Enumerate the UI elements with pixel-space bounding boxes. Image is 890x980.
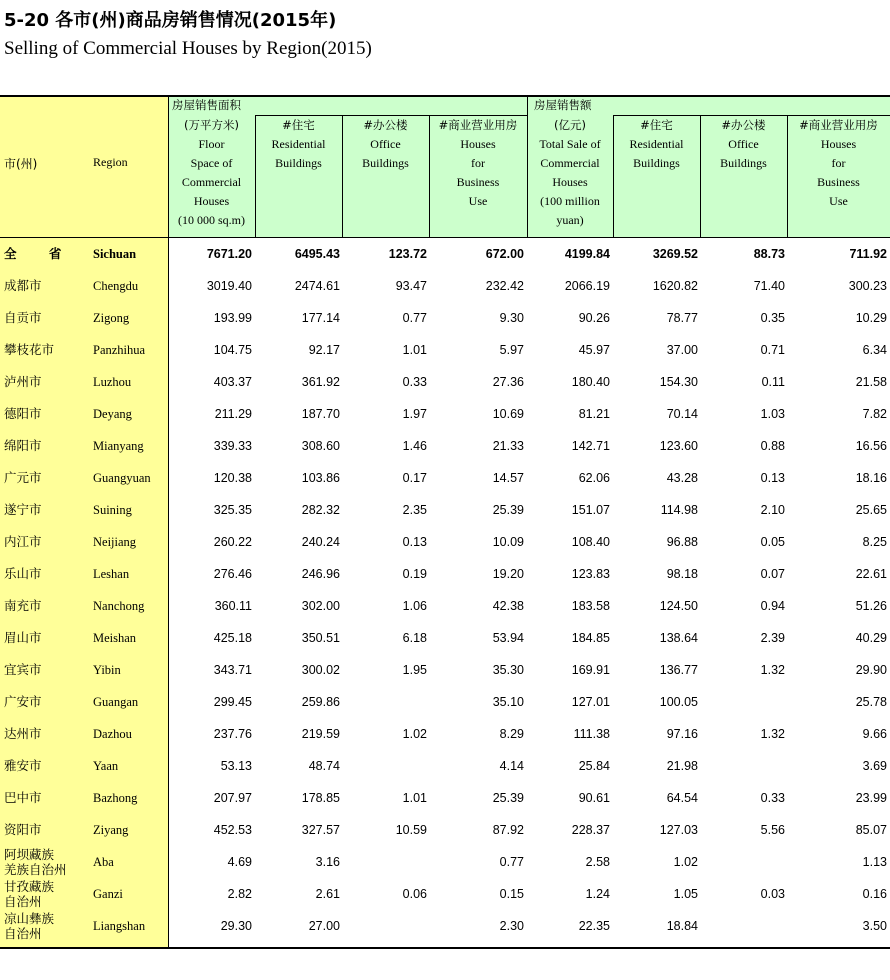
row-value-cell: 1.02 (402, 727, 427, 741)
table-title-chinese: 5-20 各市(州)商品房销售情况(2015年) (4, 10, 337, 31)
header-sale-total (527, 116, 613, 230)
row-value-cell: 0.33 (402, 375, 427, 389)
row-value-cell: 25.78 (855, 695, 887, 709)
table-row (0, 302, 890, 334)
row-city-name-line: 羌族自治州 (4, 862, 67, 877)
row-value-cell: 2474.61 (294, 279, 340, 293)
header-line: Buildings (720, 156, 767, 170)
row-value-cell: 35.10 (492, 695, 524, 709)
row-value-cell: 4.14 (499, 759, 524, 773)
row-region-name: Deyang (93, 407, 132, 421)
row-value-cell: 5.56 (760, 823, 785, 837)
row-value-cell: 282.32 (301, 503, 340, 517)
header-line: #办公楼 (721, 118, 766, 132)
row-city-name: 成都市 (4, 278, 42, 293)
row-value-cell: 78.77 (666, 311, 698, 325)
row-city-name: 广元市 (4, 470, 42, 485)
row-value-cell: 35.30 (492, 663, 524, 677)
header-line: Use (468, 194, 488, 208)
row-value-cell: 228.37 (571, 823, 610, 837)
header-area-residential (255, 116, 342, 173)
row-value-cell: 0.94 (760, 599, 785, 613)
row-city-name: 南充市 (4, 598, 42, 613)
row-value-cell: 1.13 (862, 855, 887, 869)
row-value-cell: 187.70 (301, 407, 340, 421)
row-city-name: 自贡市 (4, 310, 42, 325)
row-value-cell: 260.22 (213, 535, 252, 549)
header-line: (100 million (540, 194, 600, 208)
table-row (0, 238, 890, 270)
row-value-cell: 88.73 (753, 247, 785, 261)
row-value-cell: 96.88 (666, 535, 698, 549)
row-value-cell: 138.64 (659, 631, 698, 645)
row-value-cell: 90.26 (578, 311, 610, 325)
header-sale-residential (613, 116, 700, 173)
row-value-cell: 276.46 (213, 567, 252, 581)
row-value-cell: 3.69 (862, 759, 887, 773)
row-city-name: 宜宾市 (4, 662, 42, 677)
header-line: for (831, 156, 846, 170)
header-line: Floor (198, 137, 225, 151)
header-line: Residential (629, 137, 684, 151)
row-value-cell: 232.42 (485, 279, 524, 293)
row-value-cell: 327.57 (301, 823, 340, 837)
row-value-cell: 207.97 (213, 791, 252, 805)
row-value-cell: 81.21 (578, 407, 610, 421)
table-row (0, 494, 890, 526)
row-value-cell: 23.99 (855, 791, 887, 805)
table-row (0, 622, 890, 654)
header-area-office (342, 116, 429, 173)
row-value-cell: 22.35 (578, 919, 610, 933)
row-value-cell: 1.03 (760, 407, 785, 421)
row-value-cell: 151.07 (571, 503, 610, 517)
row-value-cell: 18.16 (855, 471, 887, 485)
row-city-name-line: 阿坝藏族 (4, 847, 55, 862)
row-value-cell: 7.82 (862, 407, 887, 421)
row-value-cell: 1.01 (402, 343, 427, 357)
row-value-cell: 7671.20 (206, 247, 252, 261)
row-value-cell: 114.98 (660, 503, 698, 517)
row-region-name: Guangan (93, 695, 139, 709)
header-line: Total Sale of (539, 137, 601, 151)
row-value-cell: 0.05 (760, 535, 785, 549)
row-value-cell: 1.01 (402, 791, 427, 805)
header-city: 市(州) (4, 157, 38, 171)
row-value-cell: 64.54 (666, 791, 698, 805)
row-value-cell: 5.97 (499, 343, 524, 357)
row-city-name-line: 甘孜藏族 (4, 879, 55, 894)
header-area-business (429, 116, 527, 211)
row-value-cell: 25.39 (492, 503, 524, 517)
row-value-cell: 53.13 (220, 759, 252, 773)
row-region-name: Yibin (93, 663, 121, 677)
row-region-name: Aba (93, 855, 114, 869)
row-region-name: Mianyang (93, 439, 144, 453)
header-line: (万平方米) (184, 118, 239, 132)
row-value-cell: 10.69 (492, 407, 524, 421)
table-row (0, 718, 890, 750)
row-city-name: 遂宁市 (4, 502, 42, 517)
row-value-cell: 25.39 (492, 791, 524, 805)
row-value-cell: 90.61 (578, 791, 610, 805)
row-city-name (4, 879, 54, 909)
row-region-name: Neijiang (93, 535, 137, 549)
row-value-cell: 180.40 (571, 375, 610, 389)
table-row (0, 462, 890, 494)
row-value-cell: 2.58 (585, 855, 610, 869)
row-value-cell: 178.85 (301, 791, 340, 805)
row-value-cell: 3.16 (315, 855, 340, 869)
row-value-cell: 0.88 (760, 439, 785, 453)
row-value-cell: 0.71 (760, 343, 785, 357)
header-line: #商业营业用房 (799, 118, 878, 132)
table-row (0, 270, 890, 302)
row-value-cell: 1.05 (673, 887, 698, 901)
row-value-cell: 2.61 (315, 887, 340, 901)
row-value-cell: 40.29 (855, 631, 887, 645)
row-value-cell: 308.60 (301, 439, 340, 453)
row-value-cell: 343.71 (213, 663, 252, 677)
header-line: (10 000 sq.m) (178, 213, 245, 227)
row-value-cell: 2.39 (760, 631, 785, 645)
row-value-cell: 87.92 (492, 823, 524, 837)
row-value-cell: 0.03 (760, 887, 785, 901)
table-row (0, 366, 890, 398)
row-value-cell: 2.82 (227, 887, 252, 901)
row-value-cell: 16.56 (855, 439, 887, 453)
header-line: Office (370, 137, 401, 151)
row-region-name: Ganzi (93, 887, 123, 901)
row-value-cell: 21.98 (666, 759, 698, 773)
row-value-cell: 1.32 (760, 663, 785, 677)
header-line: #住宅 (282, 118, 315, 132)
row-value-cell: 6.34 (862, 343, 887, 357)
header-line: yuan) (556, 213, 584, 227)
row-city-name: 巴中市 (4, 790, 42, 805)
row-value-cell: 0.06 (402, 887, 427, 901)
row-value-cell: 25.84 (578, 759, 610, 773)
row-value-cell: 2.10 (760, 503, 785, 517)
row-value-cell: 29.90 (855, 663, 887, 677)
table-row (0, 654, 890, 686)
row-city-name: 攀枝花市 (4, 342, 55, 357)
row-value-cell: 97.16 (666, 727, 698, 741)
row-value-cell: 29.30 (220, 919, 252, 933)
row-value-cell: 259.86 (301, 695, 340, 709)
row-value-cell: 1.95 (402, 663, 427, 677)
row-city-name: 雅安市 (4, 758, 42, 773)
row-value-cell: 0.19 (402, 567, 427, 581)
row-value-cell: 0.33 (760, 791, 785, 805)
row-value-cell: 302.00 (301, 599, 340, 613)
row-value-cell: 4.69 (227, 855, 252, 869)
row-value-cell: 240.24 (301, 535, 340, 549)
row-region-name: Zigong (93, 311, 130, 325)
row-city-name (4, 847, 67, 877)
table-row (0, 558, 890, 590)
row-value-cell: 9.30 (499, 311, 524, 325)
header-line: Business (456, 175, 500, 189)
header-line: Houses (552, 175, 588, 189)
row-value-cell: 2.30 (499, 919, 524, 933)
row-value-cell: 0.17 (402, 471, 427, 485)
row-value-cell: 2.35 (402, 503, 427, 517)
header-line: Commercial (181, 175, 242, 189)
table-row (0, 686, 890, 718)
row-value-cell: 21.58 (855, 375, 887, 389)
header-line: #住宅 (640, 118, 673, 132)
row-value-cell: 27.36 (492, 375, 524, 389)
table-row (0, 782, 890, 814)
row-value-cell: 219.59 (301, 727, 340, 741)
row-value-cell: 71.40 (753, 279, 785, 293)
table-title-english: Selling of Commercial Houses by Region(2015) (4, 38, 372, 59)
row-region-name: Bazhong (93, 791, 138, 805)
row-value-cell: 211.29 (214, 407, 252, 421)
row-value-cell: 104.75 (213, 343, 252, 357)
row-region-name: Yaan (93, 759, 119, 773)
header-region: Region (93, 155, 128, 169)
row-value-cell: 300.02 (301, 663, 340, 677)
table-row (0, 590, 890, 622)
row-value-cell: 136.77 (659, 663, 698, 677)
row-value-cell: 120.38 (213, 471, 252, 485)
row-value-cell: 1.24 (585, 887, 610, 901)
row-value-cell: 3019.40 (206, 279, 252, 293)
header-line: Houses (820, 137, 857, 151)
row-value-cell: 1.46 (402, 439, 427, 453)
row-region-name: Nanchong (93, 599, 145, 613)
row-value-cell: 92.17 (308, 343, 340, 357)
header-line: Buildings (633, 156, 680, 170)
row-value-cell: 123.60 (659, 439, 698, 453)
row-value-cell: 8.25 (862, 535, 887, 549)
row-region-name: Leshan (93, 567, 130, 581)
row-value-cell: 350.51 (301, 631, 340, 645)
row-value-cell: 0.11 (761, 375, 785, 389)
row-city-name-line: 自治州 (4, 926, 42, 941)
row-city-name: 内江市 (4, 534, 42, 549)
row-value-cell: 8.29 (499, 727, 524, 741)
row-value-cell: 0.15 (499, 887, 524, 901)
row-value-cell: 184.85 (571, 631, 610, 645)
header-line: Houses (193, 194, 230, 208)
row-value-cell: 27.00 (308, 919, 340, 933)
row-region-name: Suining (93, 503, 132, 517)
row-value-cell: 4199.84 (564, 247, 610, 261)
row-value-cell: 183.58 (571, 599, 610, 613)
header-area-total (168, 116, 255, 230)
row-value-cell: 169.91 (571, 663, 610, 677)
row-value-cell: 42.38 (492, 599, 524, 613)
header-line: Residential (271, 137, 326, 151)
row-value-cell: 6.18 (402, 631, 427, 645)
row-value-cell: 51.26 (855, 599, 887, 613)
row-value-cell: 70.14 (666, 407, 698, 421)
row-city-name-line: 凉山彝族 (4, 911, 55, 926)
row-value-cell: 1.32 (760, 727, 785, 741)
row-value-cell: 108.40 (571, 535, 610, 549)
row-value-cell: 193.99 (213, 311, 252, 325)
row-value-cell: 177.14 (301, 311, 340, 325)
row-region-name: Panzhihua (93, 343, 146, 357)
row-value-cell: 103.86 (301, 471, 340, 485)
header-line: Space of (190, 156, 233, 170)
table-row (0, 846, 890, 878)
table-row (0, 430, 890, 462)
row-value-cell: 0.77 (402, 311, 427, 325)
table-row (0, 750, 890, 782)
row-value-cell: 299.45 (213, 695, 252, 709)
row-value-cell: 0.35 (760, 311, 785, 325)
row-value-cell: 1.97 (402, 407, 427, 421)
row-value-cell: 124.50 (659, 599, 698, 613)
row-city-name: 全 省 (4, 246, 76, 261)
row-value-cell: 93.47 (395, 279, 427, 293)
row-value-cell: 10.29 (855, 311, 887, 325)
row-region-name: Chengdu (93, 279, 139, 293)
row-value-cell: 403.37 (213, 375, 252, 389)
row-value-cell: 14.57 (492, 471, 524, 485)
row-value-cell: 360.11 (214, 599, 252, 613)
header-line: Office (728, 137, 759, 151)
row-value-cell: 1.02 (673, 855, 698, 869)
row-value-cell: 0.07 (760, 567, 785, 581)
header-line: Commercial (540, 156, 600, 170)
row-city-name (4, 911, 54, 941)
row-value-cell: 154.30 (659, 375, 698, 389)
row-value-cell: 18.84 (666, 919, 698, 933)
row-value-cell: 246.96 (301, 567, 340, 581)
row-value-cell: 25.65 (855, 503, 887, 517)
row-region-name: Liangshan (93, 919, 146, 933)
row-value-cell: 1620.82 (652, 279, 698, 293)
row-value-cell: 0.77 (499, 855, 524, 869)
table-bottom-rule (0, 947, 890, 949)
row-value-cell: 339.33 (213, 439, 252, 453)
row-value-cell: 45.97 (578, 343, 610, 357)
table-row (0, 526, 890, 558)
header-line: for (471, 156, 485, 170)
row-value-cell: 21.33 (492, 439, 524, 453)
row-region-name: Luzhou (93, 375, 132, 389)
header-sale-office (700, 116, 787, 173)
row-value-cell: 3.50 (862, 919, 887, 933)
row-value-cell: 22.61 (855, 567, 887, 581)
row-value-cell: 100.05 (659, 695, 698, 709)
row-city-name: 乐山市 (4, 566, 42, 581)
header-line: (亿元) (554, 118, 586, 132)
row-value-cell: 10.09 (492, 535, 524, 549)
row-value-cell: 53.94 (492, 631, 524, 645)
row-city-name: 达州市 (4, 726, 42, 741)
header-line: Houses (460, 137, 496, 151)
row-region-name: Ziyang (93, 823, 129, 837)
row-value-cell: 111.38 (573, 727, 610, 741)
row-value-cell: 10.59 (395, 823, 427, 837)
row-value-cell: 37.00 (666, 343, 698, 357)
row-value-cell: 43.28 (666, 471, 698, 485)
row-value-cell: 0.13 (402, 535, 427, 549)
row-value-cell: 0.16 (862, 887, 887, 901)
row-city-name: 眉山市 (4, 630, 42, 645)
row-value-cell: 1.06 (402, 599, 427, 613)
row-region-name: Sichuan (93, 247, 137, 261)
row-value-cell: 127.03 (659, 823, 698, 837)
row-city-name: 绵阳市 (4, 438, 42, 453)
table-row (0, 398, 890, 430)
header-line: #办公楼 (363, 118, 408, 132)
row-value-cell: 0.13 (760, 471, 785, 485)
header-area-group: 房屋销售面积 (172, 98, 241, 112)
row-city-name: 泸州市 (4, 374, 42, 389)
row-value-cell: 452.53 (213, 823, 252, 837)
row-value-cell: 48.74 (308, 759, 340, 773)
row-value-cell: 123.72 (388, 247, 427, 261)
row-region-name: Dazhou (93, 727, 132, 741)
row-value-cell: 237.76 (213, 727, 252, 741)
table-row (0, 878, 890, 910)
table-row (0, 814, 890, 846)
row-value-cell: 300.23 (848, 279, 887, 293)
header-line: Use (829, 194, 848, 208)
row-value-cell: 425.18 (213, 631, 252, 645)
row-value-cell: 98.18 (666, 567, 698, 581)
header-line: Business (817, 175, 860, 189)
row-value-cell: 325.35 (213, 503, 252, 517)
header-line: Buildings (275, 156, 322, 170)
header-sale-group: 房屋销售额 (534, 98, 592, 112)
row-region-name: Meishan (93, 631, 137, 645)
row-city-name: 资阳市 (4, 822, 42, 837)
table-row (0, 334, 890, 366)
row-value-cell: 711.92 (849, 247, 887, 261)
row-value-cell: 62.06 (578, 471, 610, 485)
row-value-cell: 85.07 (855, 823, 887, 837)
header-line: Buildings (362, 156, 409, 170)
row-value-cell: 127.01 (571, 695, 610, 709)
row-value-cell: 361.92 (301, 375, 340, 389)
row-value-cell: 123.83 (571, 567, 610, 581)
header-line: #商业营业用房 (438, 118, 518, 132)
header-sale-business (787, 116, 890, 211)
row-value-cell: 3269.52 (652, 247, 698, 261)
row-value-cell: 9.66 (862, 727, 887, 741)
row-value-cell: 672.00 (485, 247, 524, 261)
row-value-cell: 2066.19 (564, 279, 610, 293)
row-value-cell: 19.20 (492, 567, 524, 581)
table-top-rule (0, 95, 890, 97)
row-value-cell: 142.71 (571, 439, 610, 453)
row-city-name: 广安市 (4, 694, 42, 709)
row-value-cell: 6495.43 (294, 247, 340, 261)
row-city-name-line: 自治州 (4, 894, 42, 909)
row-region-name: Guangyuan (93, 471, 151, 485)
table-row (0, 910, 890, 942)
row-city-name: 德阳市 (4, 406, 42, 421)
